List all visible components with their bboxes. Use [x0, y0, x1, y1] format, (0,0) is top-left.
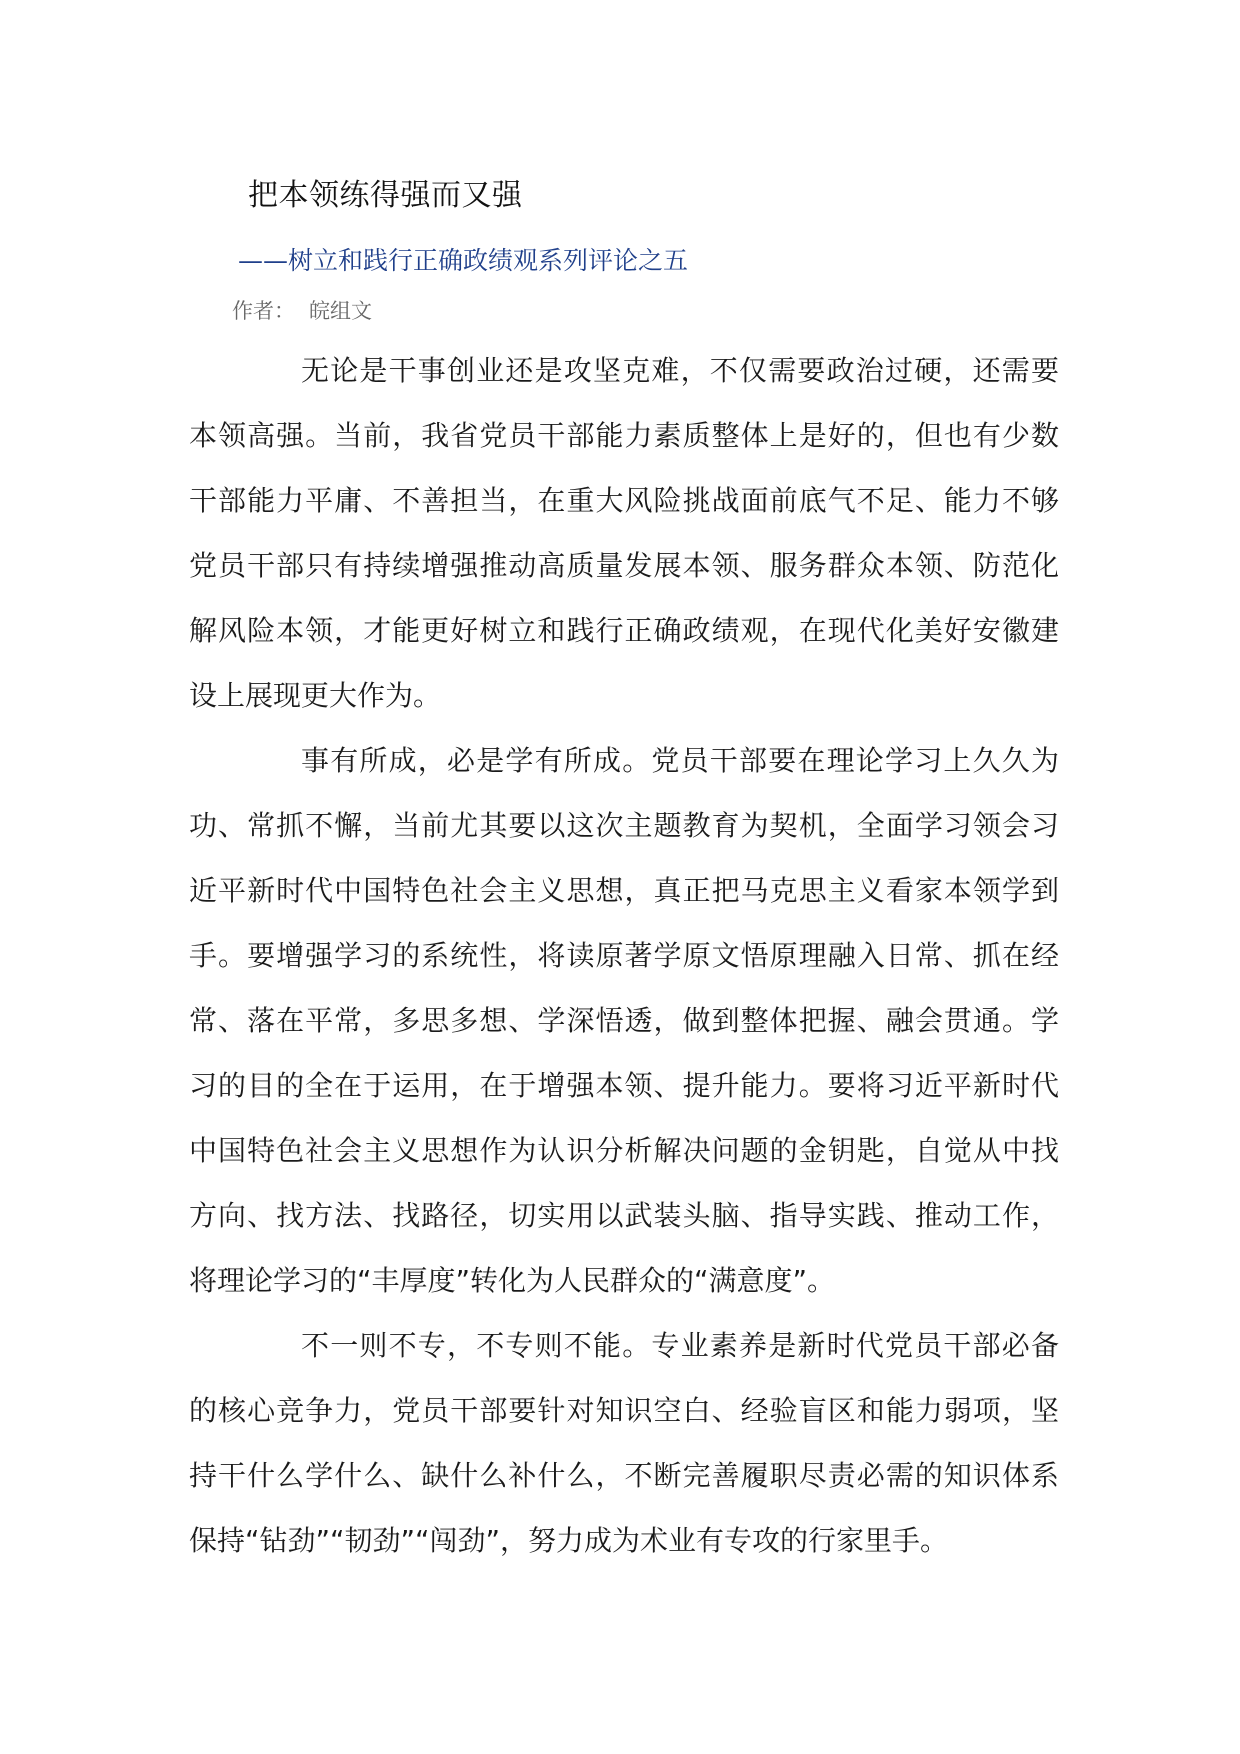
- paragraph-line: 党员干部只有持续增强推动高质量发展本领、服务群众本领、防范化: [189, 549, 1059, 582]
- paragraph-line: 事有所成，必是学有所成。党员干部要在理论学习上久久为: [301, 744, 1059, 777]
- paragraph-line: 持干什么学什么、缺什么补什么，不断完善履职尽责必需的知识体系: [189, 1459, 1059, 1492]
- paragraph-line: 常、落在平常，多思多想、学深悟透，做到整体把握、融会贯通。学: [189, 1004, 1059, 1037]
- paragraph-line: 干部能力平庸、不善担当，在重大风险挑战面前底气不足、能力不够: [189, 484, 1059, 517]
- paragraph-3: [189, 1313, 1059, 1573]
- article-body: [189, 338, 1059, 1573]
- paragraph-line: 保持“钻劲”“韧劲”“闯劲”，努力成为术业有专攻的行家里手。: [189, 1524, 949, 1557]
- paragraph-line: 将理论学习的“丰厚度”转化为人民群众的“满意度”。: [189, 1264, 836, 1297]
- paragraph-2: [189, 728, 1059, 1313]
- paragraph-line: 习的目的全在于运用，在于增强本领、提升能力。要将习近平新时代: [189, 1069, 1059, 1102]
- paragraph-line: 无论是干事创业还是攻坚克难，不仅需要政治过硬，还需要: [301, 354, 1059, 387]
- paragraph-line: 解风险本领，才能更好树立和践行正确政绩观，在现代化美好安徽建: [189, 614, 1059, 647]
- paragraph-line: 方向、找方法、找路径，切实用以武装头脑、指导实践、推动工作，: [189, 1199, 1059, 1232]
- paragraph-line: 不一则不专，不专则不能。专业素养是新时代党员干部必备: [301, 1329, 1059, 1362]
- author-label: 作者：: [232, 299, 295, 323]
- author-byline: [232, 296, 372, 326]
- paragraph-line: 手。要增强学习的系统性，将读原著学原文悟原理融入日常、抓在经: [189, 939, 1059, 972]
- paragraph-line: 近平新时代中国特色社会主义思想，真正把马克思主义看家本领学到: [189, 874, 1059, 907]
- paragraph-line: 本领高强。当前，我省党员干部能力素质整体上是好的，但也有少数: [189, 419, 1059, 452]
- paragraph-line: 设上展现更大作为。: [189, 679, 442, 712]
- paragraph-line: 功、常抓不懈，当前尤其要以这次主题教育为契机，全面学习领会习: [189, 809, 1059, 842]
- paragraph-line: 中国特色社会主义思想作为认识分析解决问题的金钥匙，自觉从中找: [189, 1134, 1059, 1167]
- article-title: 把本领练得强而又强: [248, 178, 523, 213]
- paragraph-1: [189, 338, 1059, 728]
- paragraph-line: 的核心竞争力，党员干部要针对知识空白、经验盲区和能力弱项，坚: [189, 1394, 1059, 1427]
- article-subtitle: ——树立和践行正确政绩观系列评论之五: [238, 246, 689, 275]
- author-name: 皖组文: [309, 299, 372, 323]
